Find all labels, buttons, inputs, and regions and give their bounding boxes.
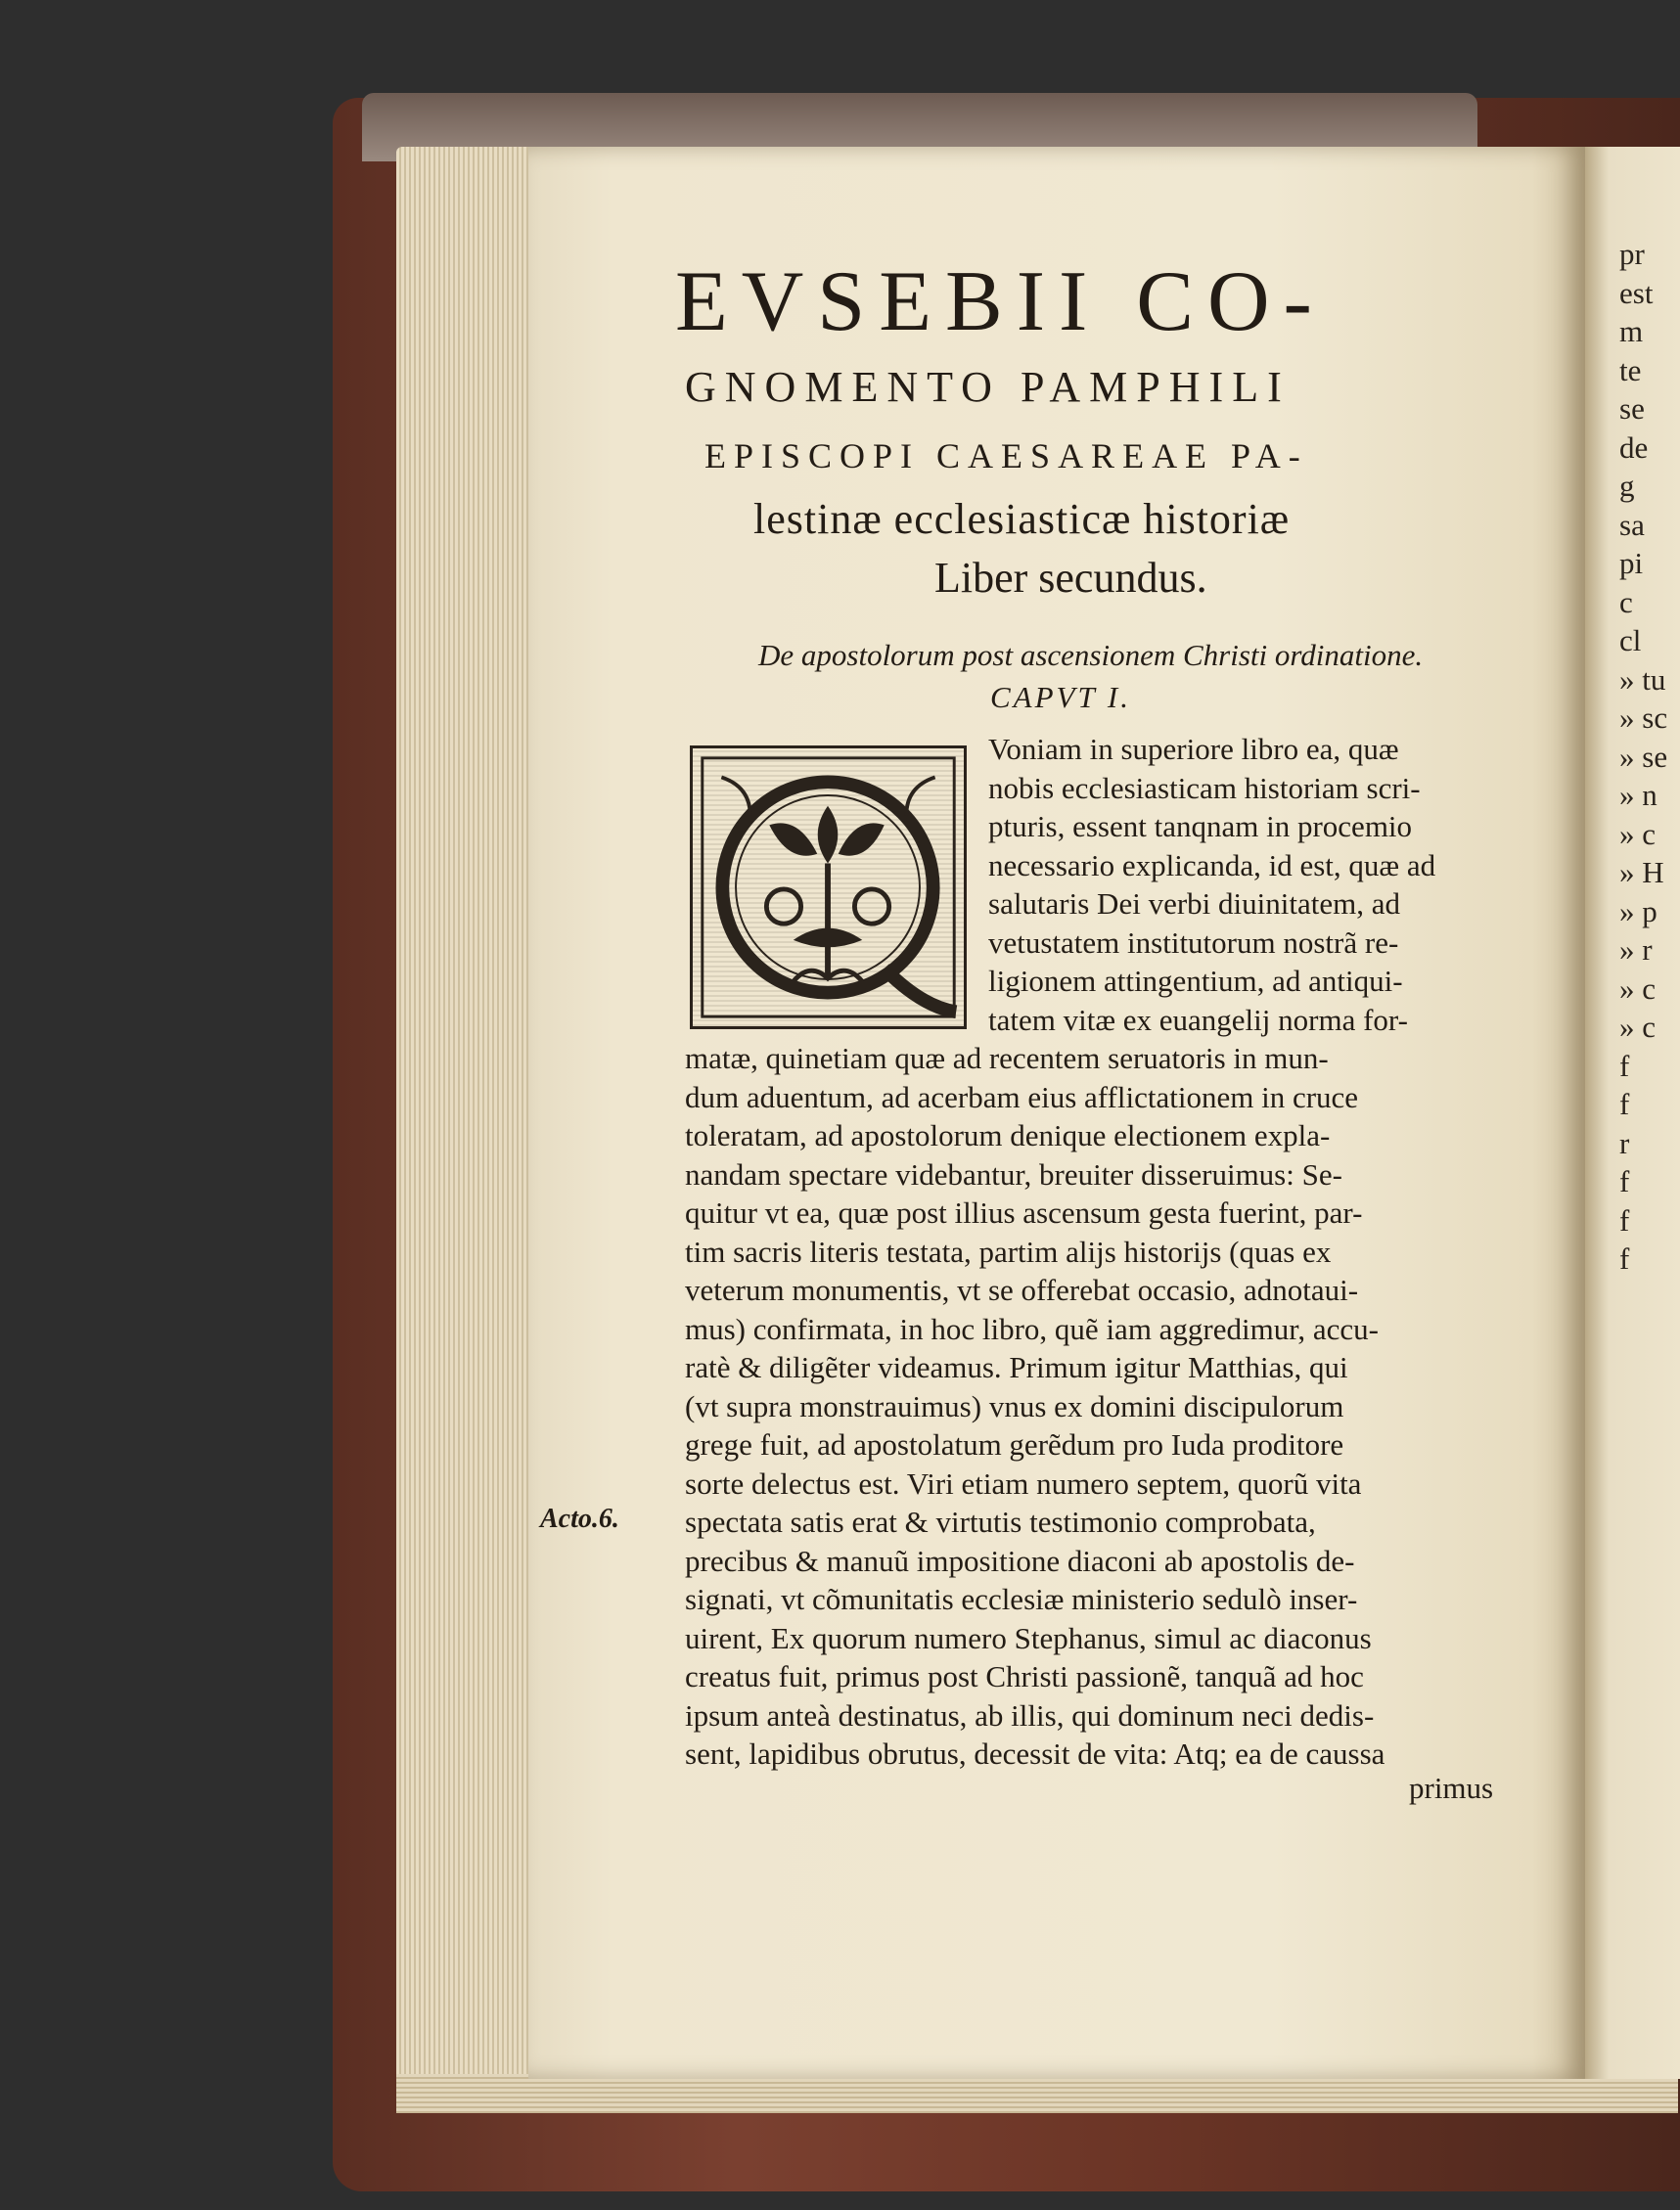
text-line: necessario explicanda, id est, quæ ad xyxy=(988,847,1436,882)
text-line: Voniam in superiore libro ea, quæ xyxy=(988,732,1399,766)
facing-page-line: sa xyxy=(1619,507,1645,542)
facing-page-line: » r xyxy=(1619,932,1653,967)
book-title-line-3: EPISCOPI CAESAREAE PA- xyxy=(704,436,1308,475)
text-line: pturis, essent tanqnam in procemio xyxy=(988,809,1413,843)
facing-page-line: » n xyxy=(1619,778,1657,812)
text-body xyxy=(685,1039,1546,1774)
facing-page-line: m xyxy=(1619,314,1644,348)
facing-page-line: est xyxy=(1619,275,1654,310)
text-line: mus) confirmata, in hoc libro, quẽ iam aggredimur, accu- xyxy=(685,1311,1379,1346)
text-line: grege fuit, ad apostolatum gerẽdum pro Iuda proditore xyxy=(685,1427,1344,1462)
page-fore-edge xyxy=(396,147,538,2094)
facing-page-line: pr xyxy=(1619,237,1645,271)
facing-page-line: f xyxy=(1619,1087,1630,1121)
text-line: precibus & manuũ impositione diaconi ab apostolis de- xyxy=(685,1543,1355,1578)
book-title-line-5: Liber secundus. xyxy=(934,554,1207,602)
page-tail-edge xyxy=(396,2074,1678,2113)
text-line: spectata satis erat & virtutis testimonio comprobata, xyxy=(685,1505,1316,1539)
facing-page-line: se xyxy=(1619,391,1645,426)
text-line: veterum monumentis, vt se offerebat occasio, adnotaui- xyxy=(685,1273,1359,1307)
chapter-rubric: De apostolorum post ascensionem Christi ordinatione. xyxy=(758,638,1424,672)
facing-page-line: te xyxy=(1619,352,1642,387)
text-line: creatus fuit, primus post Christi passionẽ, tanquã ad hoc xyxy=(685,1659,1364,1693)
text-line: vetustatem institutorum nostrã re- xyxy=(988,925,1399,960)
text-line: tim sacris literis testata, partim alijs historijs (quas ex xyxy=(685,1234,1332,1269)
catchword: primus xyxy=(1409,1771,1494,1805)
text-line: quitur vt ea, quæ post illius ascensum gesta fuerint, par- xyxy=(685,1195,1363,1230)
woodcut-initial-icon xyxy=(693,748,964,1026)
facing-page-line: » tu xyxy=(1619,661,1666,697)
facing-page-line: cl xyxy=(1619,623,1642,657)
facing-page-line: » se xyxy=(1619,739,1668,774)
text-line: ratè & diligẽter videamus. Primum igitur Matthias, qui xyxy=(685,1350,1348,1384)
decorated-initial-q xyxy=(690,745,967,1029)
facing-page-line: f xyxy=(1619,1164,1630,1198)
facing-page-line: » c xyxy=(1619,970,1657,1006)
text-beside-initial xyxy=(988,730,1546,1039)
facing-page-line: » c xyxy=(1619,1010,1657,1044)
text-line: ipsum anteà destinatus, ab illis, qui dominum neci dedis- xyxy=(685,1697,1375,1733)
facing-page-line: f xyxy=(1619,1202,1630,1238)
text-line: tatem vitæ ex euangelij norma for- xyxy=(988,1002,1408,1037)
text-line: salutaris Dei verbi diuinitatem, ad xyxy=(988,886,1400,921)
text-line: (vt supra monstrauimus) vnus ex domini discipulorum xyxy=(685,1388,1344,1423)
facing-page-line: » c xyxy=(1619,816,1657,851)
facing-page-line: » H xyxy=(1619,855,1664,889)
text-line: toleratam, ad apostolorum denique electionem expla- xyxy=(685,1118,1331,1152)
text-line: nobis ecclesiasticam historiam scri- xyxy=(988,770,1421,805)
text-line: sorte delectus est. Viri etiam numero septem, quorũ vita xyxy=(685,1466,1362,1501)
facing-page-line: » sc xyxy=(1619,700,1668,735)
text-line: dum aduentum, ad acerbam eius afflictationem in cruce xyxy=(685,1079,1359,1114)
book-title-line-2: GNOMENTO PAMPHILI xyxy=(685,363,1291,411)
text-line: ligionem attingentium, ad antiqui- xyxy=(988,964,1403,998)
facing-page-text xyxy=(1619,235,1680,1279)
facing-page-line: c xyxy=(1619,584,1633,619)
text-line: sent, lapidibus obrutus, decessit de vita: Atq; ea de caussa xyxy=(685,1736,1385,1771)
text-line: matæ, quinetiam quæ ad recentem seruatoris in mun- xyxy=(685,1041,1329,1075)
book-title-line-4: lestinæ ecclesiasticæ historiæ xyxy=(753,495,1291,543)
text-line: uirent, Ex quorum numero Stephanus, simul ac diaconus xyxy=(685,1620,1372,1655)
chapter-label: CAPVT I. xyxy=(990,680,1131,714)
book-title-line-1: EVSEBII CO- xyxy=(675,254,1326,349)
facing-page-line: g xyxy=(1619,469,1635,503)
facing-page-line: f xyxy=(1619,1241,1630,1276)
facing-page-line: pi xyxy=(1619,546,1644,580)
facing-page-line: » p xyxy=(1619,893,1657,928)
margin-note: Acto.6. xyxy=(540,1504,619,1534)
facing-page-line: de xyxy=(1619,429,1649,465)
facing-page-line: r xyxy=(1619,1125,1630,1160)
facing-page-line: f xyxy=(1619,1048,1630,1083)
text-line: signati, vt cõmunitatis ecclesiæ ministerio sedulò inser- xyxy=(685,1582,1358,1616)
text-line: nandam spectare videbantur, breuiter disseruimus: Se- xyxy=(685,1156,1342,1192)
